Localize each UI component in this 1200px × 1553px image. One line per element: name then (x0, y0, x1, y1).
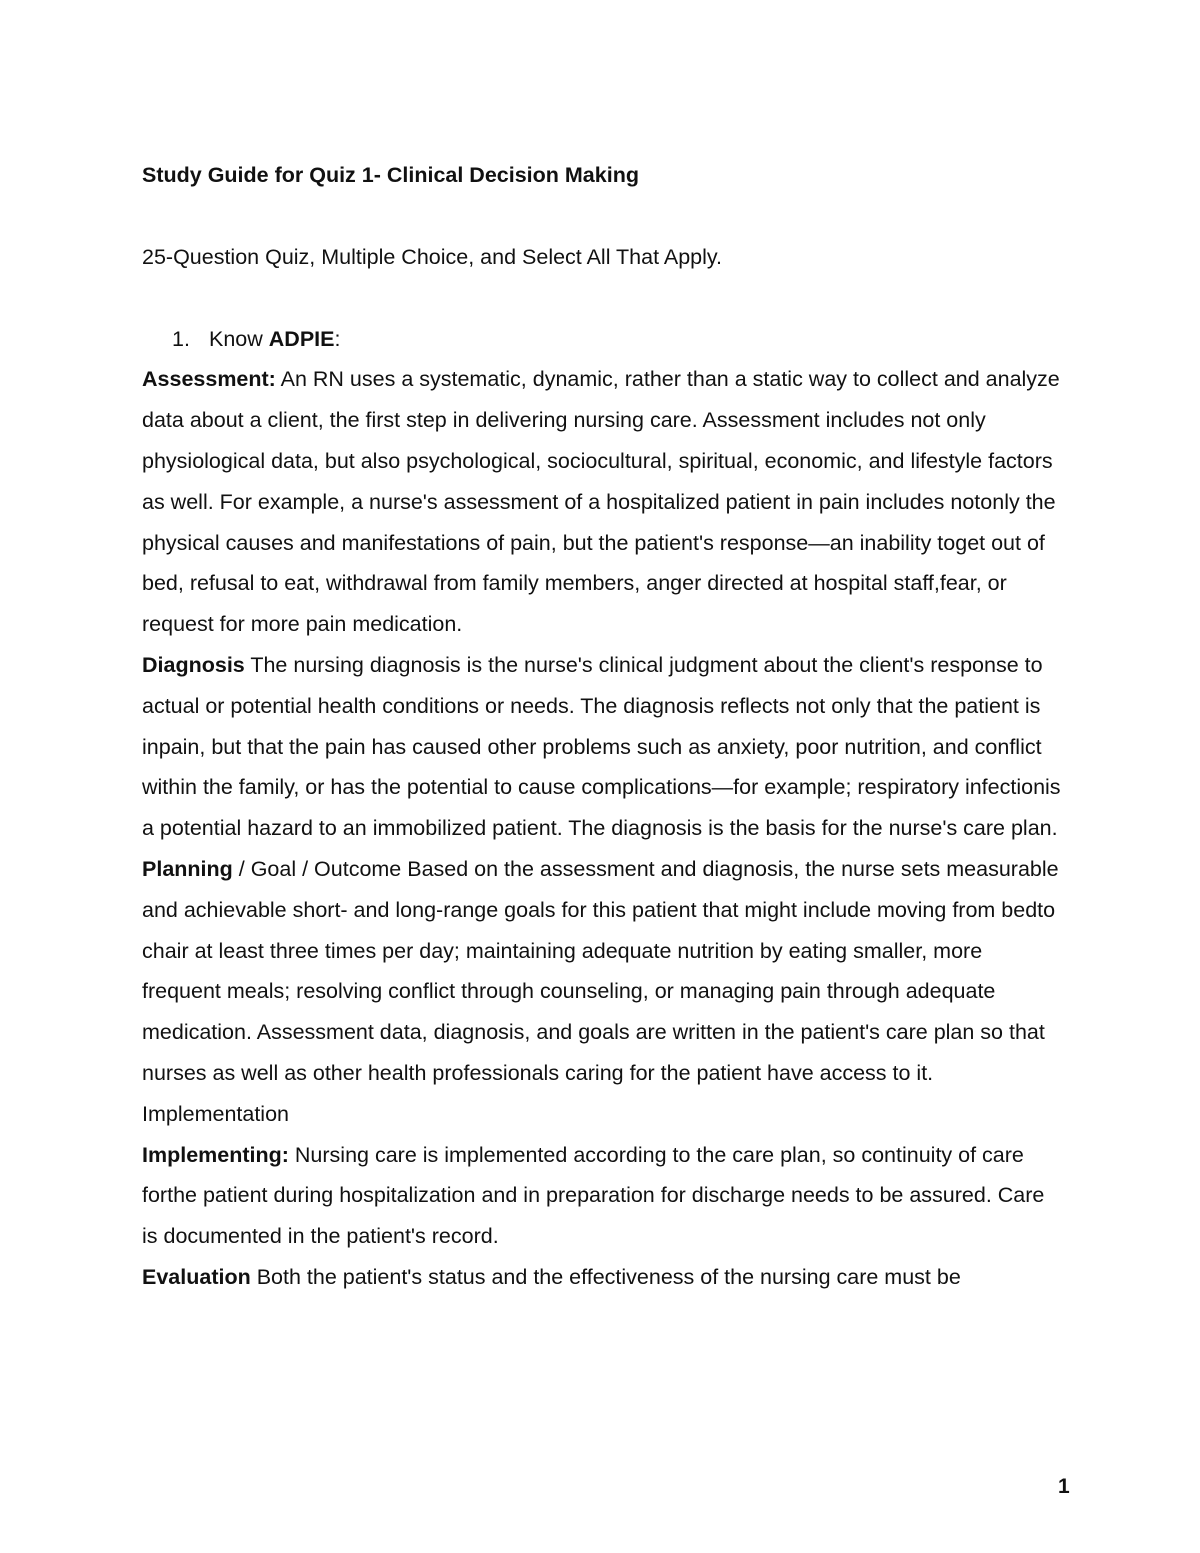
list-suffix: : (334, 326, 341, 351)
section-evaluation (142, 1257, 1062, 1298)
section-text: An RN uses a systematic, dynamic, rather than a static way to collect and analyze data about a client, the first step in delivering nursing care. Assessment includes not only physiological data, but also psychological, sociocultural, spiritual, economic, and lifestyle factors as well. For example, a nurse's assessment of a hospitalized patient in pain includes notonly the physical causes and manifestations of pain, but the patient's response—an inability toget out of bed, refusal to eat, withdrawal from family members, anger directed at hospital staff,fear, or request for more pain medication. (142, 367, 1060, 637)
section-term: Implementing: (142, 1142, 289, 1167)
section-text: Implementation (142, 1101, 289, 1126)
section-term: Assessment: (142, 367, 276, 392)
section-text: The nursing diagnosis is the nurse's clinical judgment about the client's response to actual or potential health conditions or needs. The diagnosis reflects not only that the patient is inpain, but that the pain has caused other problems such as anxiety, poor nutrition, and conflict within the family, or has the potential to cause complications—for example; respiratory infectionis a potential hazard to an immobilized patient. The diagnosis is the basis for the nurse's care plan. (142, 652, 1061, 841)
list-number: 1. (172, 326, 190, 351)
document-body (142, 155, 1062, 1298)
section-text: Nursing care is implemented according to the care plan, so continuity of care forthe patient during hospitalization and in preparation for discharge needs to be assured. Care is documented in the patient's record. (142, 1142, 1045, 1249)
section-diagnosis (142, 645, 1062, 849)
list-item-adpie (142, 319, 1062, 360)
page-number: 1 (1058, 1475, 1070, 1498)
section-term: Diagnosis (142, 652, 245, 677)
section-term: Evaluation (142, 1264, 251, 1289)
section-assessment (142, 359, 1062, 645)
document-title: Study Guide for Quiz 1- Clinical Decision Making (142, 163, 639, 187)
section-text: Both the patient's status and the effectiveness of the nursing care must be (250, 1264, 961, 1289)
section-implementation-heading (142, 1094, 1062, 1135)
document-subtitle: 25-Question Quiz, Multiple Choice, and Select All That Apply. (142, 244, 723, 269)
section-implementing (142, 1135, 1062, 1257)
list-term: ADPIE (268, 326, 335, 351)
list-prefix: Know (209, 326, 269, 351)
section-planning (142, 849, 1062, 1094)
section-text: / Goal / Outcome Based on the assessment and diagnosis, the nurse sets measurable and achievable short- and long-range goals for this patient that might include moving from bedto chair at least three times per day; maintaining adequate nutrition by eating smaller, more frequent meals; resolving conflict through counseling, or managing pain through adequate medication. Assessment data, diagnosis, and goals are written in the patient's care plan so that nurses as well as other health professionals caring for the patient have access to it. (142, 856, 1059, 1085)
section-term: Planning (142, 856, 233, 881)
